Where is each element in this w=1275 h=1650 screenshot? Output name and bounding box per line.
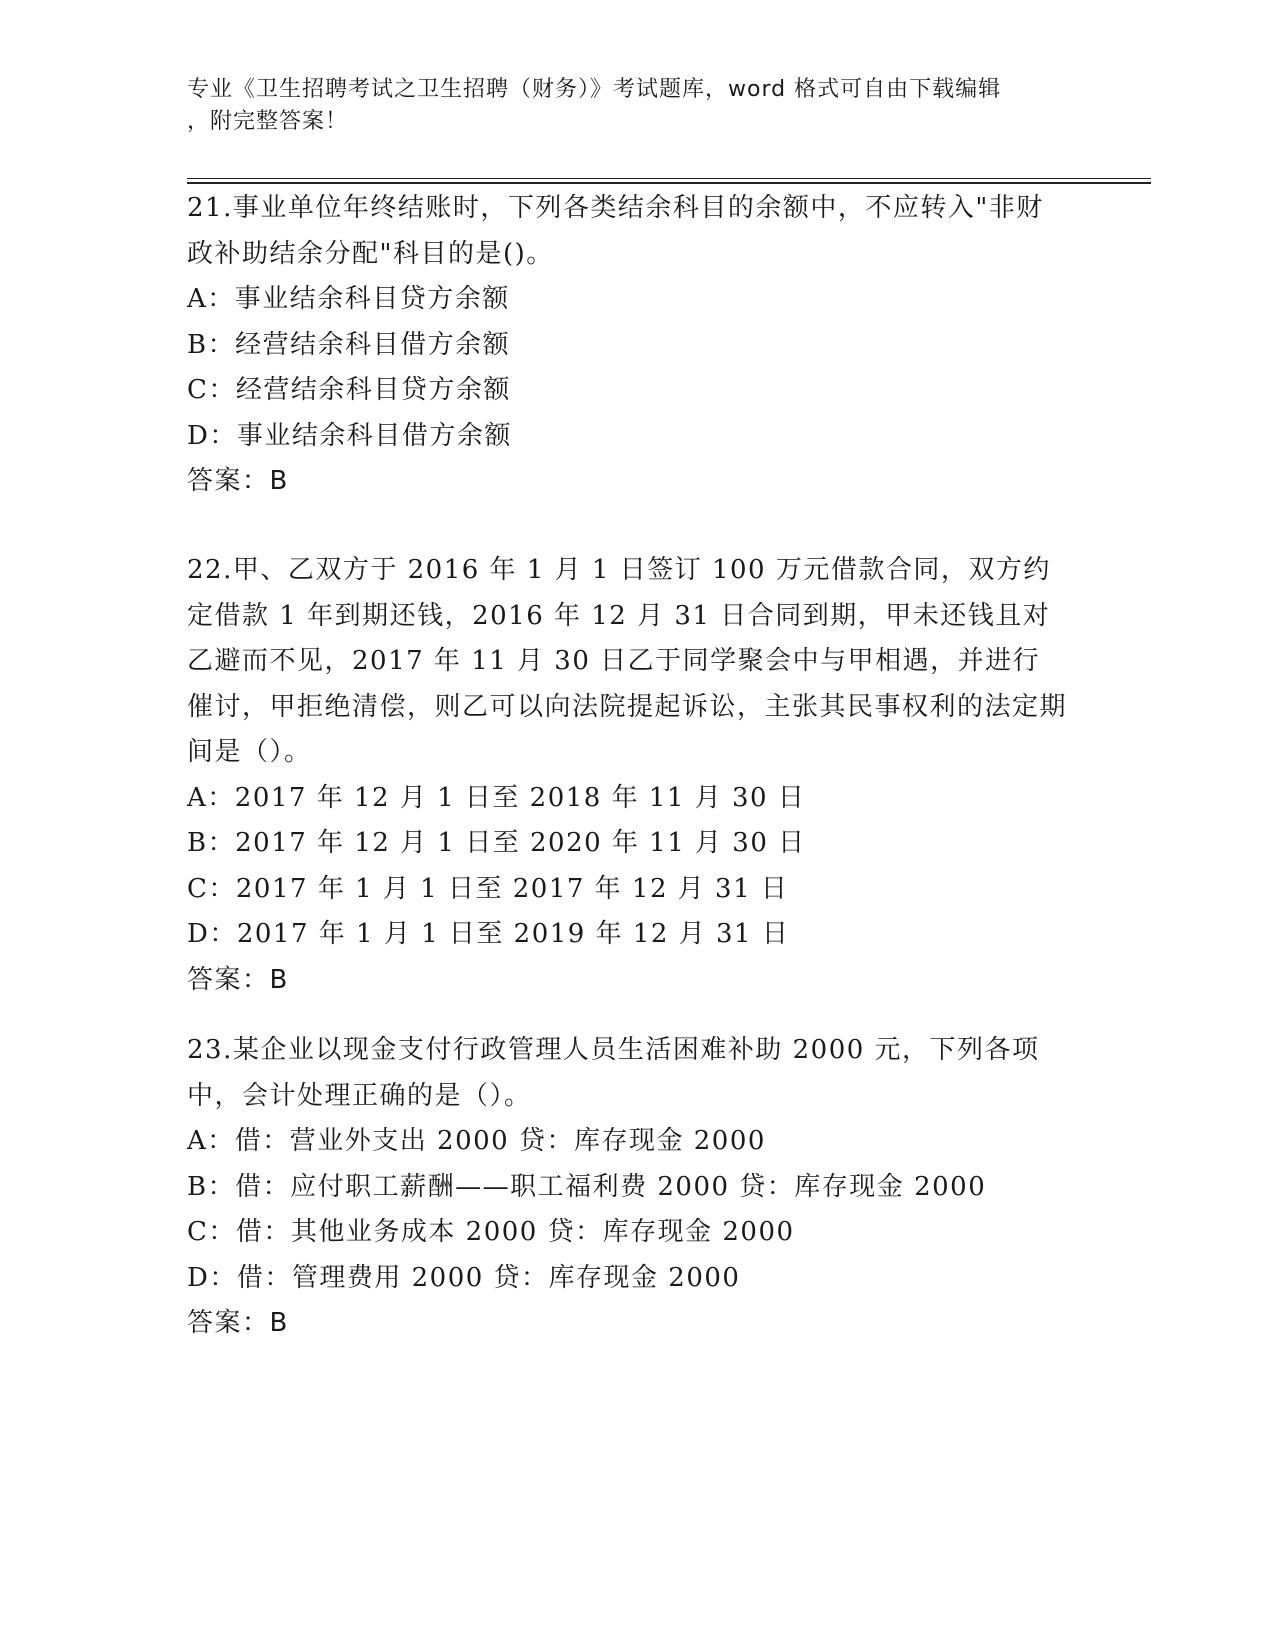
option-c: C：经营结余科目贷方余额 bbox=[187, 375, 511, 405]
option-d: D：借：管理费用 2000 贷：库存现金 2000 bbox=[187, 1262, 741, 1293]
option-d: D：事业结余科目借方余额 bbox=[187, 420, 512, 451]
header-divider-thin bbox=[187, 178, 1151, 179]
question-22 bbox=[187, 548, 1067, 1003]
option-b: B：借：应付职工薪酬——职工福利费 2000 贷：库存现金 2000 bbox=[187, 1171, 987, 1202]
question-stem: 23.某企业以现金支付行政管理人员生活困难补助 2000 元，下列各项中，会计处理正确的是（）。 bbox=[187, 1035, 1040, 1111]
option-d: D：2017 年 1 月 1 日至 2019 年 12 月 31 日 bbox=[187, 919, 790, 949]
question-stem: 22.甲、乙双方于 2016 年 1 月 1 日签订 100 万元借款合同，双方约定借款 1 年到期还钱，2016 年 12 月 31 日合同到期，甲未还钱且对乙避而不见，2017 年 11 月 30 日乙于同学聚会中与甲相遇，并进行催讨，甲拒绝清偿，则乙可以向法院提起诉讼，主张其民事权利的法定期间是（）。 bbox=[187, 555, 1068, 767]
option-a: A：借：营业外支出 2000 贷：库存现金 2000 bbox=[187, 1126, 766, 1156]
option-b: B：经营结余科目借方余额 bbox=[187, 329, 511, 360]
option-c: C：2017 年 1 月 1 日至 2017 年 12 月 31 日 bbox=[187, 873, 789, 904]
header-line-2: ，附完整答案！ bbox=[187, 109, 349, 134]
option-b: B：2017 年 12 月 1 日至 2020 年 11 月 30 日 bbox=[187, 828, 806, 858]
question-stem: 21.事业单位年终结账时，下列各类结余科目的余额中，不应转入"非财政补助结余分配"科目的是()。 bbox=[187, 193, 1044, 269]
option-a: A：事业结余科目贷方余额 bbox=[187, 284, 510, 314]
option-a: A：2017 年 12 月 1 日至 2018 年 11 月 30 日 bbox=[187, 782, 806, 813]
answer: 答案：B bbox=[187, 1308, 289, 1338]
answer: 答案：B bbox=[187, 466, 289, 496]
document-header bbox=[187, 74, 1067, 138]
question-21 bbox=[187, 186, 1067, 505]
question-23 bbox=[187, 1028, 1067, 1347]
option-c: C：借：其他业务成本 2000 贷：库存现金 2000 bbox=[187, 1217, 795, 1247]
header-line-1: 专业《卫生招聘考试之卫生招聘（财务）》考试题库，word 格式可自由下载编辑 bbox=[187, 77, 1002, 102]
answer: 答案：B bbox=[187, 964, 289, 995]
header-divider-thick bbox=[187, 182, 1151, 184]
